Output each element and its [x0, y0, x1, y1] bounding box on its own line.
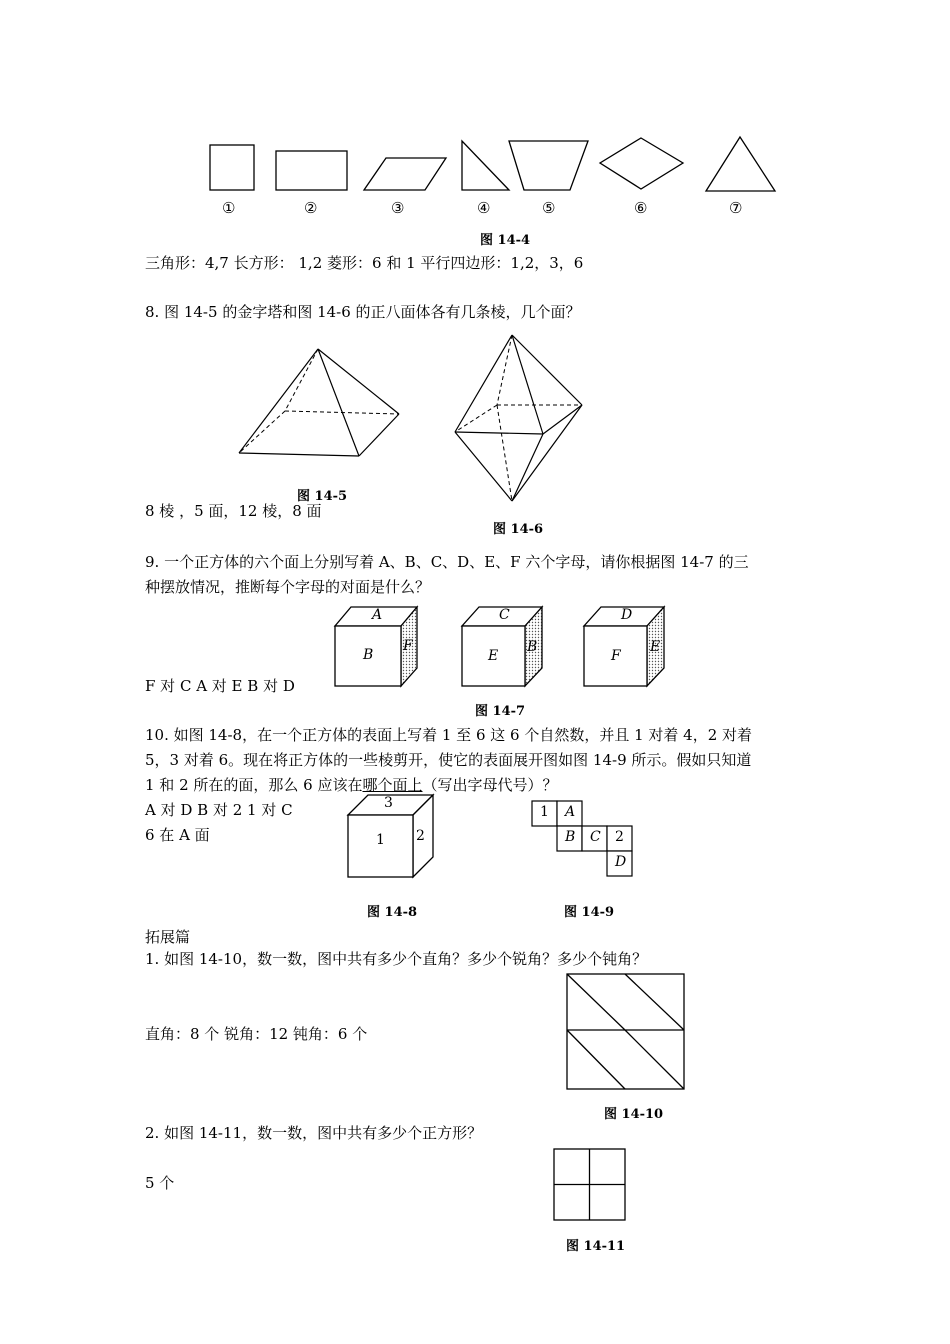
- answer-text: 三角形：4,7 长方形： 1,2 菱形：6 和 1 平行四边形：1,2，3，6: [145, 254, 584, 272]
- question-text: 1. 如图 14-10，数一数，图中共有多少个直角？多少个锐角？多少个钝角？: [145, 950, 648, 968]
- figure-caption: 图 14-7: [475, 704, 526, 719]
- cube-1-side-letter: F: [403, 638, 413, 654]
- figure-caption: 图 14-10: [604, 1107, 664, 1122]
- question-text-line-2: 种摆放情况，推断每个字母的对面是什么？: [145, 578, 431, 596]
- question-text-line-2: 5，3 对着 6。现在将正方体的一些棱剪开，使它的表面展开图如图 14-9 所示。假如只知道: [145, 751, 752, 769]
- question-text: 8. 图 14-5 的金字塔和图 14-6 的正八面体各有几条棱，几个面？: [145, 303, 581, 321]
- answer-text: F 对 C A 对 E B 对 D: [145, 677, 295, 695]
- shape-label-2: ②: [304, 199, 318, 217]
- cube-3-side-letter: E: [650, 639, 661, 655]
- net-cell-b: B: [565, 829, 576, 845]
- shape-label-1: ①: [222, 199, 236, 217]
- cube-1-top-letter: A: [372, 607, 383, 623]
- figure-caption: 图 14-9: [564, 905, 615, 920]
- answer-text: 直角：8 个 锐角：12 钝角：6 个: [145, 1025, 368, 1043]
- question-text-line-3: 1 和 2 所在的面，那么 6 应该在哪个面上（写出字母代号）？: [145, 776, 558, 794]
- shape-label-4: ④: [477, 199, 491, 217]
- cube-2-side-letter: B: [527, 639, 538, 655]
- cube-1-front-letter: B: [363, 647, 374, 663]
- cube-2-top-letter: C: [499, 607, 510, 623]
- answer-text-line-2: 6 在 A 面: [145, 826, 210, 844]
- figure-caption: 图 14-5: [297, 489, 348, 504]
- shape-label-5: ⑤: [542, 199, 556, 217]
- net-cell-a: A: [565, 804, 576, 820]
- net-cell-1: 1: [540, 804, 549, 820]
- cube-3-front-letter: F: [611, 648, 621, 664]
- figure-caption: 图 14-11: [566, 1239, 626, 1254]
- question-text-line-1: 9. 一个正方体的六个面上分别写着 A、B、C、D、E、F 六个字母，请你根据图 14-7 的三: [145, 553, 749, 571]
- answer-text: 5 个: [145, 1174, 175, 1192]
- cube-side-number: 2: [416, 828, 425, 844]
- net-cell-2: 2: [615, 829, 624, 845]
- answer-text-line-1: A 对 D B 对 2 1 对 C: [145, 801, 293, 819]
- net-cell-c: C: [590, 829, 601, 845]
- shape-label-3: ③: [391, 199, 405, 217]
- section-title: 拓展篇: [145, 928, 191, 946]
- figure-caption: 图 14-4: [480, 233, 531, 248]
- answer-text: 8 棱 ，5 面，12 棱，8 面: [145, 502, 322, 520]
- cube-top-number: 3: [384, 795, 393, 811]
- net-cell-d: D: [615, 854, 627, 870]
- cube-2-front-letter: E: [488, 648, 499, 664]
- cube-3-top-letter: D: [621, 607, 633, 623]
- question-text: 2. 如图 14-11，数一数，图中共有多少个正方形？: [145, 1124, 483, 1142]
- shape-label-7: ⑦: [729, 199, 743, 217]
- cube-front-number: 1: [376, 832, 385, 848]
- figure-caption: 图 14-6: [493, 522, 544, 537]
- shape-label-6: ⑥: [634, 199, 648, 217]
- question-text-line-1: 10. 如图 14-8，在一个正方体的表面上写着 1 至 6 这 6 个自然数，并且 1 对着 4，2 对着: [145, 726, 753, 744]
- figure-caption: 图 14-8: [367, 905, 418, 920]
